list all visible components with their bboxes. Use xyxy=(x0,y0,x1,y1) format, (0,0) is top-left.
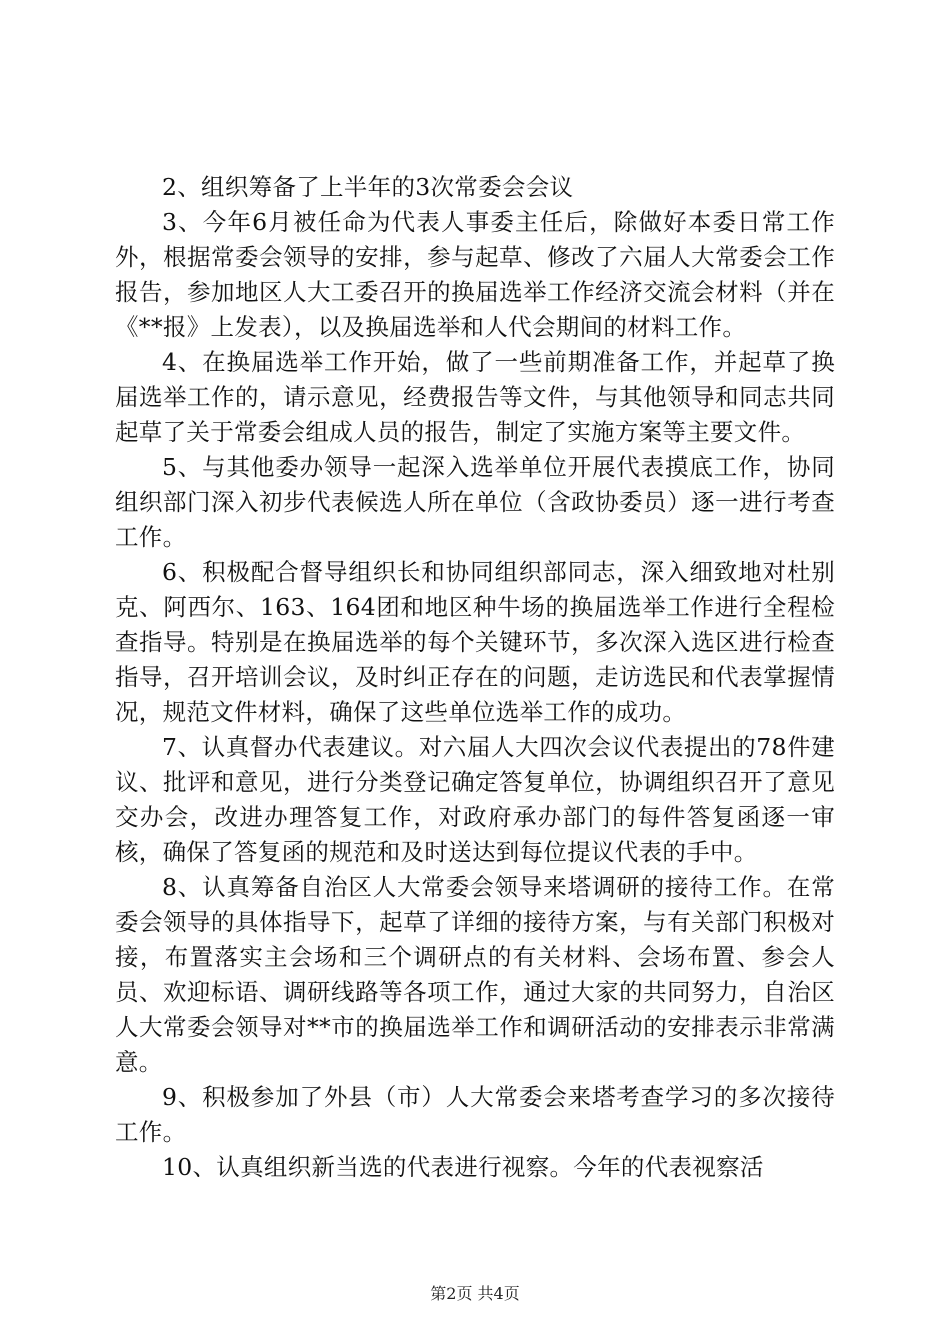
paragraph-item-10: 10、认真组织新当选的代表进行视察。今年的代表视察活 xyxy=(162,1153,764,1181)
paragraph-item-2: 2、组织筹备了上半年的3次常委会会议 xyxy=(162,173,574,201)
paragraph-item-7: 7、认真督办代表建议。对六届人大四次会议代表提出的78件建议、批评和意见，进行分类登记确定答复单位，协调组织召开了意见交办会，改进办理答复工作，对政府承办部门的每件答复函逐一审核，确保了答复函的规范和及时送达到每位提议代表的手中。 xyxy=(115,733,835,866)
paragraph-item-6: 6、积极配合督导组织长和协同组织部同志，深入细致地对杜别克、阿西尔、163、164团和地区种牛场的换届选举工作进行全程检查指导。特别是在换届选举的每个关键环节，多次深入选区进行检查指导，召开培训会议，及时纠正存在的问题，走访选民和代表掌握情况，规范文件材料，确保了这些单位选举工作的成功。 xyxy=(115,558,835,726)
paragraph-item-5: 5、与其他委办领导一起深入选举单位开展代表摸底工作，协同组织部门深入初步代表候选人所在单位（含政协委员）逐一进行考查工作。 xyxy=(115,453,835,551)
paragraph-item-9: 9、积极参加了外县（市）人大常委会来塔考查学习的多次接待工作。 xyxy=(115,1083,835,1146)
page-number-footer: 第2页 共4页 xyxy=(430,1284,520,1303)
paragraph-item-4: 4、在换届选举工作开始，做了一些前期准备工作，并起草了换届选举工作的，请示意见，经费报告等文件，与其他领导和同志共同起草了关于常委会组成人员的报告，制定了实施方案等主要文件。 xyxy=(115,348,835,446)
document-body xyxy=(115,170,835,1185)
paragraph-item-8: 8、认真筹备自治区人大常委会领导来塔调研的接待工作。在常委会领导的具体指导下，起草了详细的接待方案，与有关部门积极对接，布置落实主会场和三个调研点的有关材料、会场布置、参会人员、欢迎标语、调研线路等各项工作，通过大家的共同努力，自治区人大常委会领导对**市的换届选举工作和调研活动的安排表示非常满意。 xyxy=(115,873,835,1076)
paragraph-item-3: 3、今年6月被任命为代表人事委主任后，除做好本委日常工作外，根据常委会领导的安排，参与起草、修改了六届人大常委会工作报告，参加地区人大工委召开的换届选举工作经济交流会材料（并在《**报》上发表），以及换届选举和人代会期间的材料工作。 xyxy=(115,208,835,341)
